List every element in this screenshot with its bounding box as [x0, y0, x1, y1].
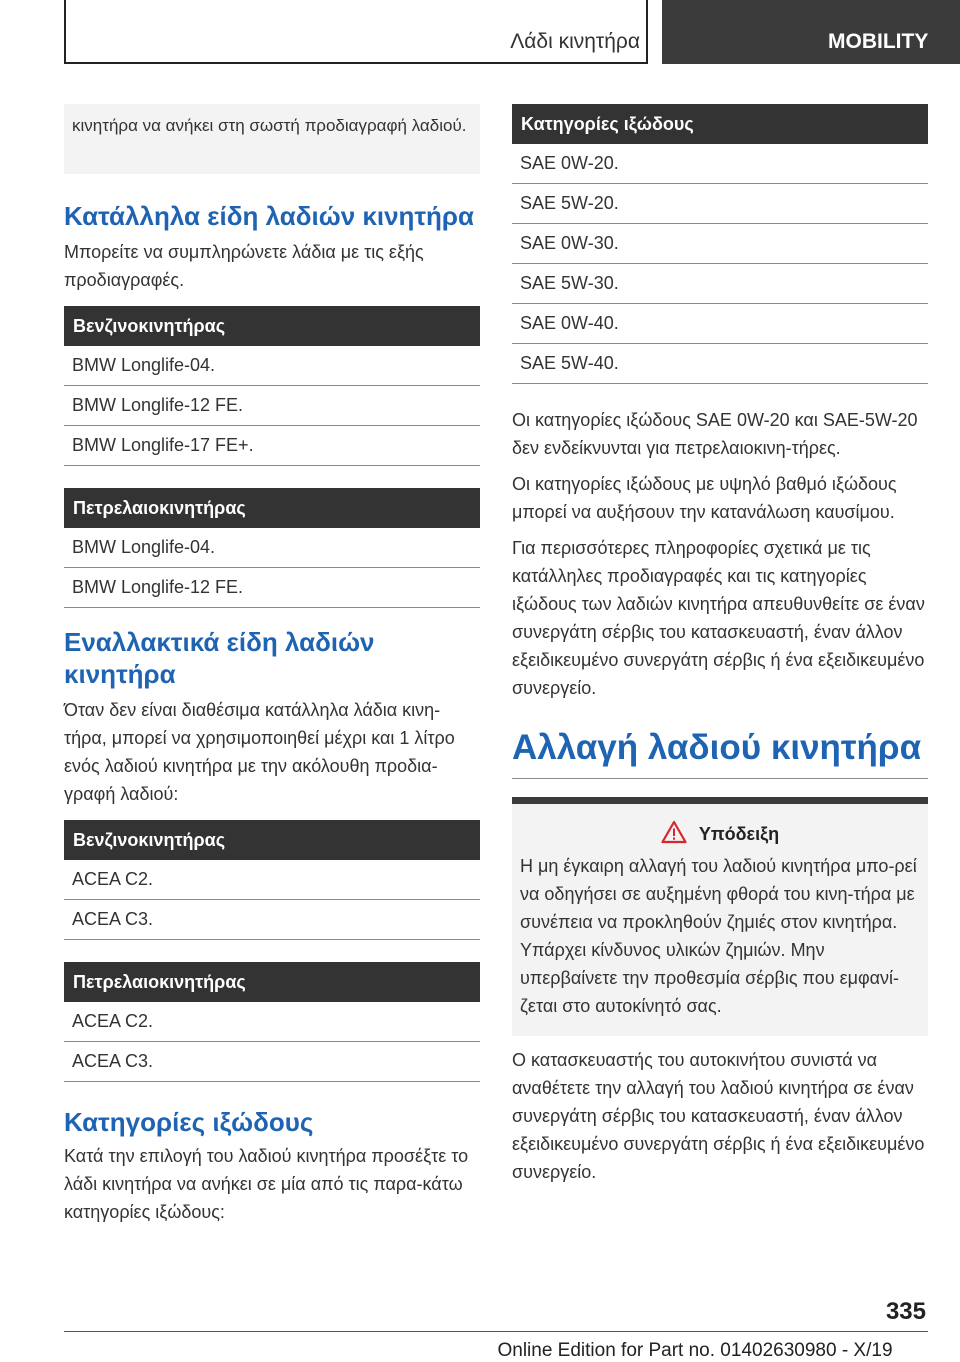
- notice-box: [512, 797, 928, 1036]
- diesel-viscosity-note: Οι κατηγορίες ιξώδους SAE 0W-20 και SAE-5W-20 δεν ενδείκνυνται για πετρελαιοκινη-τήρες.: [512, 410, 918, 458]
- table-row: ACEA C2.: [64, 860, 480, 900]
- table-row: SAE 0W-40.: [512, 304, 928, 344]
- viscosity-heading: Κατηγορίες ιξώδους: [64, 1107, 314, 1137]
- suitable-diesel-table: [64, 488, 480, 608]
- table-header: Βενζινοκινητήρας: [64, 306, 480, 346]
- right-column: [512, 104, 928, 1186]
- suitable-petrol-table: [64, 306, 480, 466]
- page-number: 335: [885, 1298, 926, 1325]
- table-row: BMW Longlife-12 FE.: [64, 386, 480, 426]
- header-section-title: Λάδι κινητήρα: [510, 30, 640, 53]
- warning-triangle-icon: [661, 820, 687, 849]
- table-row: SAE 5W-40.: [512, 344, 928, 384]
- more-info-note: Για περισσότερες πληροφορίες σχετικά με τις κατάλληλες προδιαγραφές και τις κατηγορίες ιξώδους των λαδιών κινητήρα απευθυνθείτε σε έναν συνεργάτη σέρβις του κατασκευαστή, έναν άλλον εξειδικευμένο συνεργάτη σέρβις ή ένα εξειδικευμένο συνεργείο.: [512, 538, 925, 698]
- suitable-oils-intro: Μπορείτε να συμπληρώνετε λάδια με τις εξής προδιαγραφές.: [64, 242, 424, 290]
- table-row: SAE 0W-30.: [512, 224, 928, 264]
- oil-change-recommendation: Ο κατασκευαστής του αυτοκινήτου συνιστά να αναθέτετε την αλλαγή του λαδιού κινητήρα σε έναν συνεργάτη σέρβις του κατασκευαστή, έναν άλλον εξειδικευμένο συνεργάτη σέρβις ή ένα εξειδικευμένο συνεργείο.: [512, 1050, 925, 1182]
- table-header: Πετρελαιοκινητήρας: [64, 488, 480, 528]
- continued-text-box: κινητήρα να ανήκει στη σωστή προδιαγραφή λαδιού.: [64, 104, 480, 174]
- alternative-petrol-table: [64, 820, 480, 940]
- notice-text: Η μη έγκαιρη αλλαγή του λαδιού κινητήρα μπο-ρεί να οδηγήσει σε αυξημένη φθορά του κινη-τήρα με συνέπεια να προκληθούν ζημιές στον κινητήρα. Υπάρχει κίνδυνος υλικών ζημιών. Μην υπερβαίνετε την προθεσμία σέρβις που εμφανί-ζεται στο αυτοκίνητό σας.: [520, 856, 917, 1016]
- table-row: BMW Longlife-04.: [64, 528, 480, 568]
- footer-divider: [64, 1331, 928, 1332]
- heading-divider: [512, 778, 928, 779]
- table-header: Βενζινοκινητήρας: [64, 820, 480, 860]
- table-header: Κατηγορίες ιξώδους: [512, 104, 928, 144]
- table-row: SAE 5W-20.: [512, 184, 928, 224]
- table-header: Πετρελαιοκινητήρας: [64, 962, 480, 1002]
- table-row: BMW Longlife-04.: [64, 346, 480, 386]
- consumption-note: Οι κατηγορίες ιξώδους με υψηλό βαθμό ιξώδους μπορεί να αυξήσουν την κατανάλωση καυσίμου.: [512, 474, 897, 522]
- viscosity-intro: Κατά την επιλογή του λαδιού κινητήρα προσέξτε το λάδι κινητήρα να ανήκει σε μία από τις παρα-κάτω κατηγορίες ιξώδους:: [64, 1146, 469, 1222]
- oil-change-heading: Αλλαγή λαδιού κινητήρα: [512, 728, 922, 767]
- table-row: ACEA C3.: [64, 1042, 480, 1082]
- suitable-oils-heading: Κατάλληλα είδη λαδιών κινητήρα: [64, 201, 474, 231]
- alternative-diesel-table: [64, 962, 480, 1082]
- viscosity-table: [512, 104, 928, 384]
- table-row: SAE 0W-20.: [512, 144, 928, 184]
- table-row: BMW Longlife-17 FE+.: [64, 426, 480, 466]
- table-row: SAE 5W-30.: [512, 264, 928, 304]
- table-row: BMW Longlife-12 FE.: [64, 568, 480, 608]
- edition-footer: Online Edition for Part no. 01402630980 - X/19: [497, 1340, 893, 1361]
- notice-title-row: [520, 820, 920, 848]
- header-chapter-tab: MOBILITY: [662, 0, 960, 64]
- alternative-oils-intro: Όταν δεν είναι διαθέσιμα κατάλληλα λάδια κινη-τήρα, μπορεί να χρησιμοποιηθεί μέχρι και 1 λίτρο ενός λαδιού κινητήρα με την ακόλουθη προδια-γραφή λαδιού:: [64, 700, 455, 804]
- left-column: [64, 104, 480, 1226]
- table-row: ACEA C3.: [64, 900, 480, 940]
- notice-title: Υπόδειξη: [698, 823, 780, 844]
- alternative-oils-heading: Εναλλακτικά είδη λαδιών κινητήρα: [64, 627, 375, 689]
- table-row: ACEA C2.: [64, 1002, 480, 1042]
